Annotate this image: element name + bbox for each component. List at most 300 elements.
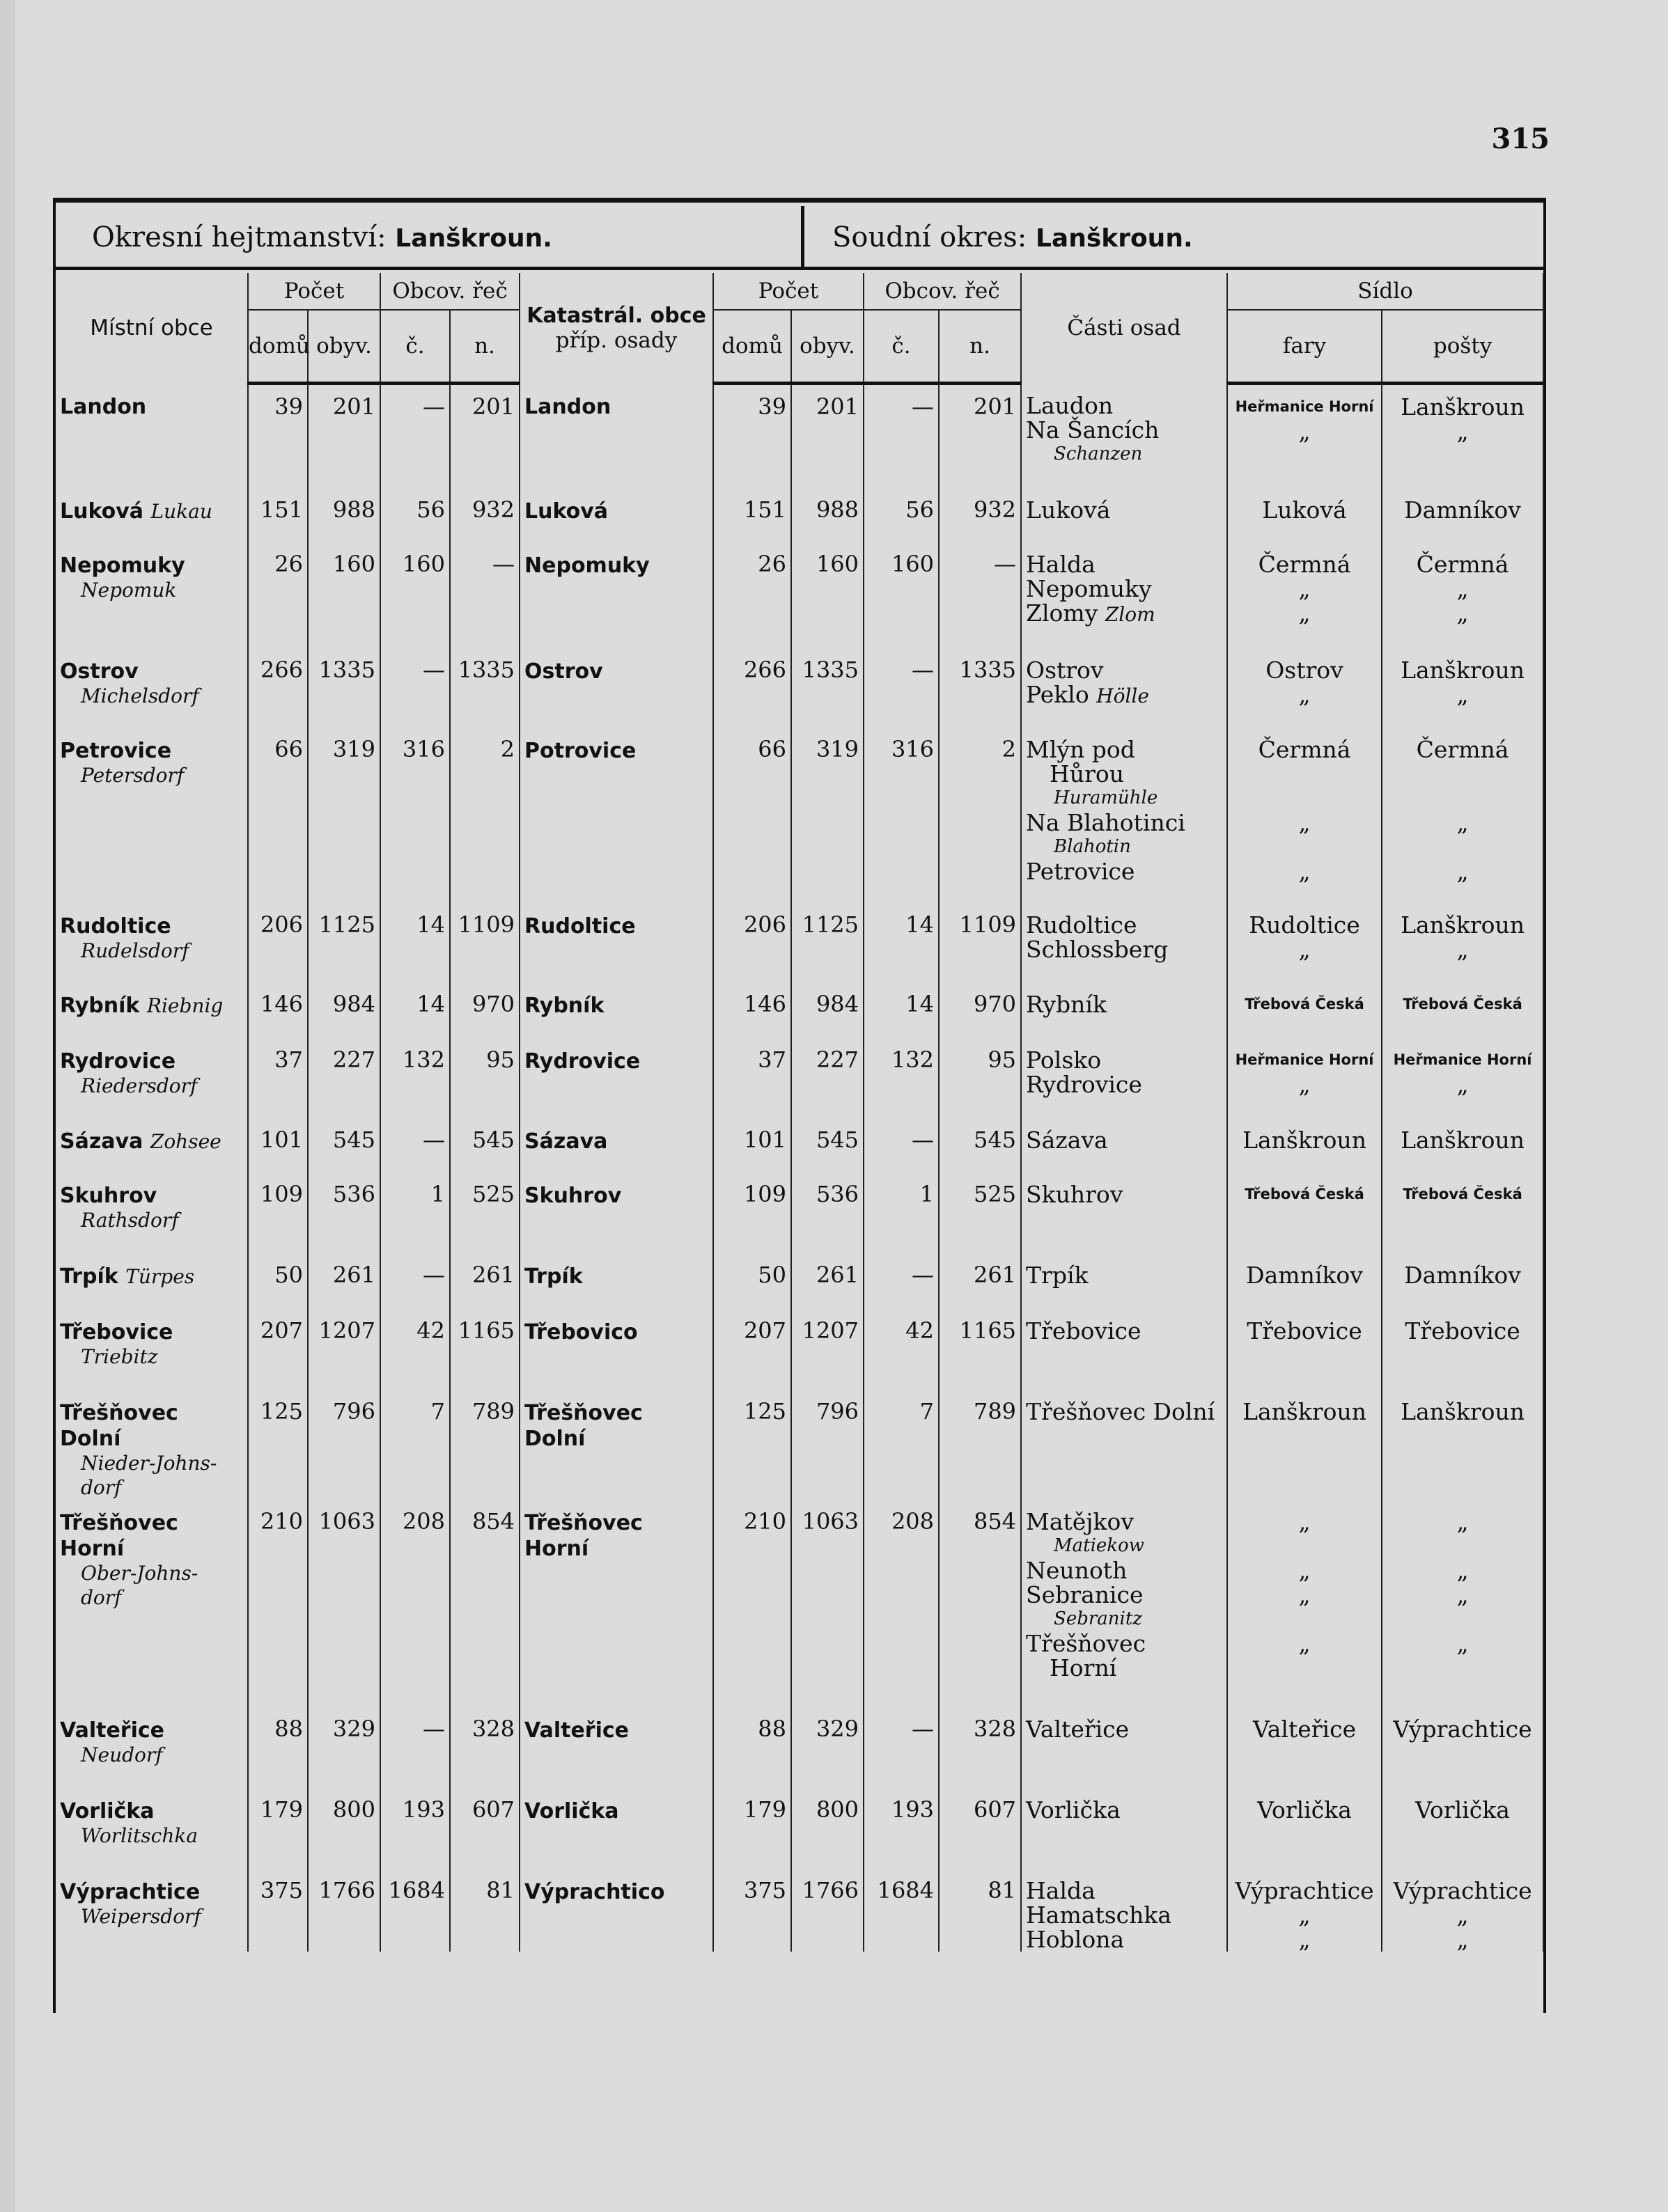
german-cell-2: 970: [939, 982, 1021, 1038]
seat-value: Heřmanice Horní: [1235, 398, 1374, 415]
seat-value: [1232, 1607, 1377, 1631]
settlement-part-german: Hölle: [1096, 684, 1149, 707]
settlement-part: Skuhrov: [1026, 1180, 1123, 1208]
post-cell: [1382, 1118, 1543, 1172]
seat-value: Čermná: [1416, 735, 1509, 763]
settlement-part: Na Blahotinci: [1026, 808, 1185, 836]
table-row: [56, 1390, 1543, 1500]
seat-value: Lanškroun: [1401, 656, 1525, 684]
col-houses: domů: [248, 310, 308, 384]
parts-cell: [1021, 1309, 1227, 1390]
german-cell: 328: [450, 1707, 520, 1788]
czech-cell-2: 56: [864, 488, 939, 542]
parish-cell: [1227, 903, 1382, 982]
houses-cell-2: 109: [713, 1172, 791, 1253]
cadastral-name: Sázava: [524, 1129, 608, 1154]
settlement-part: Rybník: [1026, 990, 1107, 1018]
parish-cell: [1227, 1038, 1382, 1118]
german-cell-2: 525: [939, 1172, 1021, 1253]
seat-value: „: [1298, 599, 1311, 627]
col-seat: Sídlo: [1227, 273, 1543, 310]
seat-value: Ostrov: [1265, 656, 1343, 684]
cadastral-cell: [520, 903, 713, 982]
col-municipality: Místní obce: [56, 273, 248, 384]
cadastral-cell: [520, 488, 713, 542]
seat-value: „: [1456, 1580, 1469, 1608]
settlement-part: [1026, 682, 1222, 708]
municipality-cell: [56, 728, 248, 903]
seat-value: Třebová Česká: [1245, 1185, 1364, 1202]
seat-value: [1232, 835, 1377, 859]
municipality-cell: [56, 1869, 248, 1952]
seat-value: „: [1456, 1556, 1469, 1584]
municipality-cell: [56, 542, 248, 648]
table-row: [56, 1038, 1543, 1118]
settlement-part-name: Peklo: [1026, 680, 1089, 708]
settlement-part-cont: Horní: [1050, 1654, 1117, 1681]
post-cell: [1382, 1172, 1543, 1253]
czech-cell: 132: [380, 1038, 450, 1118]
seat-value: Damníkov: [1404, 1261, 1521, 1289]
settlement-part: Ostrov: [1026, 656, 1104, 684]
parish-cell: [1227, 1500, 1382, 1707]
settlement-part: [1026, 601, 1222, 627]
houses-cell: 37: [248, 1038, 308, 1118]
municipality-german-name: Rudelsdorf: [81, 939, 189, 962]
cadastral-cell: [520, 542, 713, 648]
seat-value: „: [1456, 574, 1469, 602]
municipality-name: Ostrov: [60, 659, 139, 684]
municipality-name: Luková: [60, 499, 144, 524]
settlement-part: Vorlička: [1026, 1796, 1121, 1823]
parts-cell: [1021, 384, 1227, 488]
czech-cell: 1: [380, 1172, 450, 1253]
houses-cell: 151: [248, 488, 308, 542]
seat-value: „: [1456, 935, 1469, 963]
seat-value: [1232, 786, 1377, 810]
czech-cell-2: —: [864, 1253, 939, 1309]
inhabitants-cell-2: 1125: [791, 903, 864, 982]
municipality-name: Třebovice: [60, 1319, 173, 1344]
col-cadastral-line2: příp. osady: [555, 327, 678, 353]
settlement-part-german: Matiekow: [1054, 1535, 1144, 1556]
inhabitants-cell: 160: [308, 542, 380, 648]
post-cell: [1382, 1038, 1543, 1118]
seat-value: „: [1298, 935, 1311, 963]
municipality-cell: [56, 903, 248, 982]
table-body: [56, 384, 1543, 1952]
inhabitants-cell: 796: [308, 1390, 380, 1500]
municipality-name: Vorlička: [60, 1798, 155, 1823]
houses-cell-2: 37: [713, 1038, 791, 1118]
post-cell: [1382, 1788, 1543, 1869]
houses-cell-2: 39: [713, 384, 791, 488]
czech-cell: 7: [380, 1390, 450, 1500]
houses-cell-2: 88: [713, 1707, 791, 1788]
parts-cell: [1021, 648, 1227, 728]
german-cell-2: 545: [939, 1118, 1021, 1172]
seat-value: Čermná: [1258, 550, 1351, 578]
settlement-part: Sázava: [1026, 1126, 1108, 1154]
municipality-german-name: Nepomuk: [81, 578, 177, 602]
seat-value: [1232, 1534, 1377, 1558]
settlement-part: Třešňovec Dolní: [1026, 1397, 1215, 1425]
table-row: [56, 1707, 1543, 1788]
municipality-cell: [56, 1309, 248, 1390]
cadastral-cell: [520, 1869, 713, 1952]
inhabitants-cell-2: 227: [791, 1038, 864, 1118]
cadastral-name: Třebovico: [524, 1319, 638, 1344]
inhabitants-cell-2: 329: [791, 1707, 864, 1788]
municipality-cell: [56, 1788, 248, 1869]
inhabitants-cell: 1063: [308, 1500, 380, 1707]
inhabitants-cell-2: 261: [791, 1253, 864, 1309]
cadastral-name: Třešňovec Dolní: [524, 1400, 643, 1451]
inhabitants-cell-2: 1063: [791, 1500, 864, 1707]
czech-cell-2: 193: [864, 1788, 939, 1869]
seat-value: Lanškroun: [1242, 1397, 1366, 1425]
municipality-german-name: Lukau: [150, 499, 212, 523]
table-row: [56, 982, 1543, 1038]
german-cell-2: 201: [939, 384, 1021, 488]
houses-cell: 26: [248, 542, 308, 648]
municipality-german-name: Petersdorf: [81, 763, 185, 787]
cadastral-cell: [520, 1253, 713, 1309]
houses-cell: 125: [248, 1390, 308, 1500]
municipality-name: Rybník: [60, 993, 140, 1018]
german-cell: 789: [450, 1390, 520, 1500]
inhabitants-cell: 536: [308, 1172, 380, 1253]
post-cell: [1382, 1390, 1543, 1500]
german-cell: 970: [450, 982, 520, 1038]
inhabitants-cell-2: 984: [791, 982, 864, 1038]
czech-cell-2: 1: [864, 1172, 939, 1253]
parish-cell: [1227, 1869, 1382, 1952]
german-cell-2: 789: [939, 1390, 1021, 1500]
cadastral-name: Rudoltice: [524, 913, 636, 939]
inhabitants-cell: 1125: [308, 903, 380, 982]
municipality-cell: [56, 648, 248, 728]
german-cell: 81: [450, 1869, 520, 1952]
cadastral-name: Trpík: [524, 1264, 583, 1289]
inhabitants-cell-2: 160: [791, 542, 864, 648]
parts-cell: [1021, 1788, 1227, 1869]
inhabitants-cell: 800: [308, 1788, 380, 1869]
czech-cell: —: [380, 1118, 450, 1172]
seat-value: Heřmanice Horní: [1393, 1051, 1532, 1068]
settlement-part: Polsko: [1026, 1046, 1102, 1074]
inhabitants-cell: 1335: [308, 648, 380, 728]
german-cell: 1335: [450, 648, 520, 728]
czech-cell-2: 160: [864, 542, 939, 648]
czech-cell: —: [380, 648, 450, 728]
seat-value: „: [1298, 857, 1311, 885]
seat-value: Třebovice: [1405, 1317, 1520, 1344]
german-cell-2: 261: [939, 1253, 1021, 1309]
german-cell-2: 1165: [939, 1309, 1021, 1390]
houses-cell: 39: [248, 384, 308, 488]
table-row: [56, 1869, 1543, 1952]
municipality-german-name: Riebnig: [146, 994, 224, 1017]
houses-cell: 207: [248, 1309, 308, 1390]
seat-value: „: [1298, 1629, 1311, 1657]
czech-cell-2: —: [864, 648, 939, 728]
cadastral-name: Landon: [524, 394, 611, 419]
german-cell: 1109: [450, 903, 520, 982]
parish-cell: [1227, 648, 1382, 728]
settlement-part: Schlossberg: [1026, 935, 1169, 963]
parish-cell: [1227, 1390, 1382, 1500]
municipality-cell: [56, 1390, 248, 1500]
municipality-cell: [56, 488, 248, 542]
cadastral-cell: [520, 982, 713, 1038]
court-district-label: Soudní okres:: [832, 221, 1027, 253]
seat-value: [1232, 762, 1377, 786]
seat-value: „: [1456, 808, 1469, 836]
district-divider: [801, 206, 804, 270]
german-cell: 607: [450, 1788, 520, 1869]
col-cadastral: [520, 273, 713, 384]
col-post: pošty: [1382, 310, 1543, 384]
settlement-part: Nepomuky: [1026, 574, 1152, 602]
settlement-part: Rudoltice: [1026, 911, 1137, 939]
municipality-german-name: Nieder-Johns-: [81, 1451, 217, 1475]
settlement-part: Neunoth: [1026, 1556, 1128, 1584]
municipality-german-name: Neudorf: [81, 1743, 163, 1766]
scan-edge: [0, 0, 15, 2212]
czech-cell: 1684: [380, 1869, 450, 1952]
houses-cell: 146: [248, 982, 308, 1038]
german-cell: 2: [450, 728, 520, 903]
district-authority-value: Lanškroun.: [395, 224, 552, 253]
settlement-part: Luková: [1026, 496, 1111, 524]
german-cell: 854: [450, 1500, 520, 1707]
houses-cell: 375: [248, 1869, 308, 1952]
parts-cell: [1021, 1707, 1227, 1788]
german-cell: 545: [450, 1118, 520, 1172]
settlement-part-name: Zlomy: [1026, 599, 1098, 627]
inhabitants-cell: 1766: [308, 1869, 380, 1952]
seat-value: Výprachtice: [1393, 1715, 1532, 1743]
houses-cell-2: 146: [713, 982, 791, 1038]
settlement-part-cont: Hůrou: [1050, 760, 1124, 787]
houses-cell-2: 101: [713, 1118, 791, 1172]
parts-cell: [1021, 1390, 1227, 1500]
czech-cell: 14: [380, 903, 450, 982]
seat-value: „: [1456, 680, 1469, 708]
settlement-part: Rydrovice: [1026, 1070, 1142, 1098]
houses-cell-2: 179: [713, 1788, 791, 1869]
seat-value: Damníkov: [1404, 496, 1521, 524]
seat-value: [1387, 786, 1538, 810]
municipality-german-name: Ober-Johns-: [81, 1561, 198, 1585]
inhabitants-cell: 1207: [308, 1309, 380, 1390]
seat-value: Vorlička: [1257, 1796, 1352, 1823]
parish-cell: [1227, 1172, 1382, 1253]
inhabitants-cell-2: 1766: [791, 1869, 864, 1952]
municipality-name: Petrovice: [60, 738, 172, 763]
czech-cell: 160: [380, 542, 450, 648]
seat-value: „: [1298, 418, 1311, 445]
municipality-name: Rudoltice: [60, 913, 171, 939]
seat-value: „: [1298, 1070, 1311, 1098]
houses-cell-2: 210: [713, 1500, 791, 1707]
post-cell: [1382, 982, 1543, 1038]
table-row: [56, 728, 1543, 903]
court-district: [832, 221, 1193, 253]
german-cell-2: 2: [939, 728, 1021, 903]
settlement-part: Sebranice: [1026, 1580, 1144, 1608]
seat-value: [1387, 1656, 1538, 1680]
parts-cell: [1021, 1253, 1227, 1309]
cadastral-cell: [520, 648, 713, 728]
cadastral-name: Rybník: [524, 993, 605, 1018]
col-czech-2: č.: [864, 310, 939, 384]
municipality-name: Sázava: [60, 1129, 143, 1154]
municipality-name: Třešňovec Dolní: [60, 1400, 178, 1451]
settlement-part: Halda: [1026, 1876, 1096, 1904]
inhabitants-cell: 261: [308, 1253, 380, 1309]
seat-value: „: [1298, 680, 1311, 708]
settlement-part-german: Blahotin: [1054, 836, 1131, 857]
municipality-name: Nepomuky: [60, 553, 185, 578]
settlement-part: Mlýn pod: [1026, 735, 1135, 763]
czech-cell-2: 316: [864, 728, 939, 903]
col-parish: fary: [1227, 310, 1382, 384]
seat-value: Čermná: [1258, 735, 1351, 763]
municipality-german-name: Zohsee: [150, 1129, 221, 1153]
municipality-german-name: Michelsdorf: [81, 684, 199, 707]
municipality-german-name-cont: dorf: [81, 1585, 122, 1609]
czech-cell-2: 14: [864, 982, 939, 1038]
settlement-part: Na Šancích: [1026, 416, 1160, 444]
cadastral-cell: [520, 728, 713, 903]
post-cell: [1382, 648, 1543, 728]
houses-cell-2: 26: [713, 542, 791, 648]
inhabitants-cell-2: 1207: [791, 1309, 864, 1390]
cadastral-cell: [520, 1118, 713, 1172]
col-czech: č.: [380, 310, 450, 384]
municipality-german-name: Riedersdorf: [81, 1074, 198, 1097]
parish-cell: [1227, 1788, 1382, 1869]
houses-cell: 206: [248, 903, 308, 982]
seat-value: Třebová Česká: [1245, 995, 1364, 1012]
settlement-part: Matějkov: [1026, 1507, 1135, 1535]
col-inhabitants: obyv.: [308, 310, 380, 384]
table-row: [56, 488, 1543, 542]
houses-cell: 66: [248, 728, 308, 903]
seat-value: [1387, 1607, 1538, 1631]
inhabitants-cell-2: 796: [791, 1390, 864, 1500]
german-cell: 1165: [450, 1309, 520, 1390]
parts-cell: [1021, 728, 1227, 903]
inhabitants-cell-2: 319: [791, 728, 864, 903]
inhabitants-cell-2: 201: [791, 384, 864, 488]
parish-cell: [1227, 1309, 1382, 1390]
seat-value: „: [1456, 1925, 1469, 1953]
inhabitants-cell-2: 988: [791, 488, 864, 542]
cadastral-name: Potrovice: [524, 738, 637, 763]
municipality-german-name-cont: dorf: [81, 1475, 122, 1499]
municipality-table: [56, 273, 1544, 1952]
post-cell: [1382, 1253, 1543, 1309]
czech-cell-2: —: [864, 1707, 939, 1788]
seat-value: „: [1298, 808, 1311, 836]
houses-cell-2: 50: [713, 1253, 791, 1309]
municipality-name: Výprachtice: [60, 1879, 201, 1904]
col-german-2: n.: [939, 310, 1021, 384]
seat-value: [1387, 835, 1538, 859]
settlement-part-german: Schanzen: [1054, 443, 1143, 464]
table-row: [56, 1788, 1543, 1869]
seat-value: „: [1298, 1507, 1311, 1535]
municipality-german-name: Türpes: [125, 1264, 195, 1288]
inhabitants-cell-2: 800: [791, 1788, 864, 1869]
parish-cell: [1227, 1253, 1382, 1309]
cadastral-name: Ostrov: [524, 659, 603, 684]
cadastral-name: Třešňovec Horní: [524, 1510, 643, 1561]
seat-value: Výprachtice: [1393, 1876, 1532, 1904]
parts-cell: [1021, 1172, 1227, 1253]
houses-cell: 88: [248, 1707, 308, 1788]
inhabitants-cell: 984: [308, 982, 380, 1038]
district-header: [56, 206, 1543, 270]
houses-cell-2: 125: [713, 1390, 791, 1500]
settlement-part: Laudon: [1026, 391, 1114, 419]
houses-cell: 109: [248, 1172, 308, 1253]
inhabitants-cell: 545: [308, 1118, 380, 1172]
inhabitants-cell: 227: [308, 1038, 380, 1118]
inhabitants-cell-2: 545: [791, 1118, 864, 1172]
post-cell: [1382, 1500, 1543, 1707]
table-row: [56, 1500, 1543, 1707]
seat-value: „: [1298, 1556, 1311, 1584]
seat-value: „: [1298, 1925, 1311, 1953]
col-language: Obcov. řeč: [380, 273, 520, 310]
settlement-part: Hoblona: [1026, 1925, 1125, 1953]
municipality-cell: [56, 384, 248, 488]
cadastral-cell: [520, 1309, 713, 1390]
czech-cell-2: —: [864, 384, 939, 488]
cadastral-cell: [520, 1788, 713, 1869]
parts-cell: [1021, 982, 1227, 1038]
seat-value: „: [1298, 1901, 1311, 1929]
col-count: Počet: [248, 273, 380, 310]
houses-cell-2: 266: [713, 648, 791, 728]
col-count-2: Počet: [713, 273, 864, 310]
post-cell: [1382, 542, 1543, 648]
col-german: n.: [450, 310, 520, 384]
inhabitants-cell-2: 1335: [791, 648, 864, 728]
seat-value: „: [1298, 574, 1311, 602]
settlement-part: Trpík: [1026, 1261, 1089, 1289]
settlement-part-german: Zlom: [1105, 602, 1155, 626]
houses-cell-2: 207: [713, 1309, 791, 1390]
seat-value: „: [1456, 1070, 1469, 1098]
seat-value: „: [1456, 599, 1469, 627]
court-district-value: Lanškroun.: [1035, 224, 1193, 253]
seat-value: Luková: [1262, 496, 1347, 524]
seat-value: Čermná: [1416, 550, 1509, 578]
table-row: [56, 384, 1543, 488]
czech-cell-2: 7: [864, 1390, 939, 1500]
cadastral-cell: [520, 1038, 713, 1118]
czech-cell-2: 208: [864, 1500, 939, 1707]
czech-cell: 14: [380, 982, 450, 1038]
seat-value: [1387, 1534, 1538, 1558]
cadastral-name: Luková: [524, 499, 609, 524]
german-cell-2: 328: [939, 1707, 1021, 1788]
